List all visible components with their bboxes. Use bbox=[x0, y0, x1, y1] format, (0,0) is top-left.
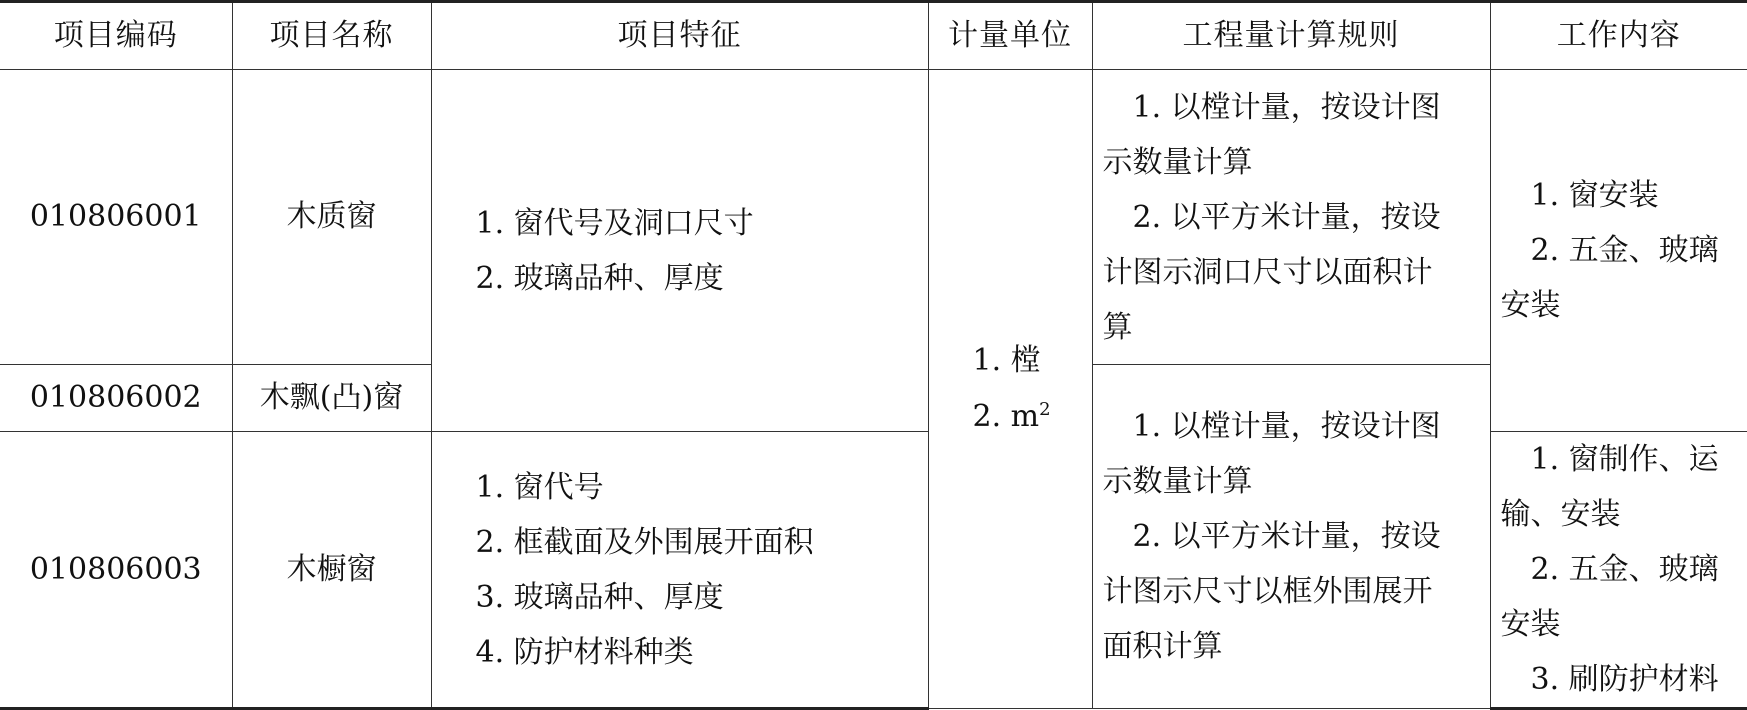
work-line: 3. 刷防护材料 bbox=[1530, 662, 1719, 697]
item-features-group2 bbox=[431, 432, 928, 709]
header-work: 工作内容 bbox=[1490, 2, 1747, 70]
unit-line-1: 1. 樘 bbox=[972, 343, 1041, 378]
rule-line: 算 bbox=[1102, 309, 1133, 345]
feature-line: 3. 玻璃品种、厚度 bbox=[475, 579, 724, 615]
rules-group2 bbox=[1092, 365, 1490, 709]
table-row bbox=[0, 70, 1747, 365]
work-group1 bbox=[1490, 70, 1747, 432]
header-row bbox=[0, 2, 1747, 70]
unit-m: 2. m bbox=[972, 399, 1040, 434]
header-code: 项目编码 bbox=[0, 2, 232, 70]
item-code: 010806001 bbox=[0, 70, 232, 365]
item-name: 木橱窗 bbox=[232, 432, 431, 709]
feature-line: 1. 窗代号 bbox=[475, 469, 604, 505]
rule-line: 1. 以樘计量，按设计图 bbox=[1132, 409, 1441, 444]
feature-line: 1. 窗代号及洞口尺寸 bbox=[475, 205, 754, 241]
work-line: 1. 窗制作、运 bbox=[1530, 442, 1719, 477]
unit-cell bbox=[928, 70, 1092, 709]
item-name: 木质窗 bbox=[232, 70, 431, 365]
item-code: 010806003 bbox=[0, 432, 232, 709]
feature-line: 2. 框截面及外围展开面积 bbox=[475, 524, 814, 560]
header-features: 项目特征 bbox=[431, 2, 928, 70]
work-line: 2. 五金、玻璃 bbox=[1530, 552, 1719, 587]
item-features-group1 bbox=[431, 70, 928, 432]
rule-line: 示数量计算 bbox=[1102, 144, 1253, 180]
rule-line: 示数量计算 bbox=[1102, 464, 1253, 499]
rule-line: 计图示尺寸以框外围展开 bbox=[1102, 574, 1433, 609]
work-line: 2. 五金、玻璃 bbox=[1530, 233, 1719, 268]
rule-line: 计图示洞口尺寸以面积计 bbox=[1102, 254, 1433, 290]
rule-line: 2. 以平方米计量，按设 bbox=[1132, 519, 1441, 554]
feature-line: 4. 防护材料种类 bbox=[475, 634, 694, 670]
item-code: 010806002 bbox=[0, 365, 232, 432]
rule-line: 2. 以平方米计量，按设 bbox=[1132, 199, 1441, 235]
work-line: 输、安装 bbox=[1500, 497, 1621, 532]
feature-line: 2. 玻璃品种、厚度 bbox=[475, 260, 724, 296]
header-unit: 计量单位 bbox=[928, 2, 1092, 70]
unit-line-2 bbox=[973, 389, 1092, 445]
work-group2 bbox=[1490, 432, 1747, 709]
item-name: 木飘(凸)窗 bbox=[232, 365, 431, 432]
rule-line: 面积计算 bbox=[1102, 629, 1223, 664]
work-line: 安装 bbox=[1500, 288, 1561, 323]
header-rules: 工程量计算规则 bbox=[1092, 2, 1490, 70]
rule-line: 1. 以樘计量，按设计图 bbox=[1132, 89, 1441, 125]
work-line: 安装 bbox=[1500, 607, 1561, 642]
unit-m-sup: 2 bbox=[1039, 399, 1051, 420]
header-name: 项目名称 bbox=[232, 2, 431, 70]
rules-group1 bbox=[1092, 70, 1490, 365]
work-line: 1. 窗安装 bbox=[1530, 178, 1659, 213]
